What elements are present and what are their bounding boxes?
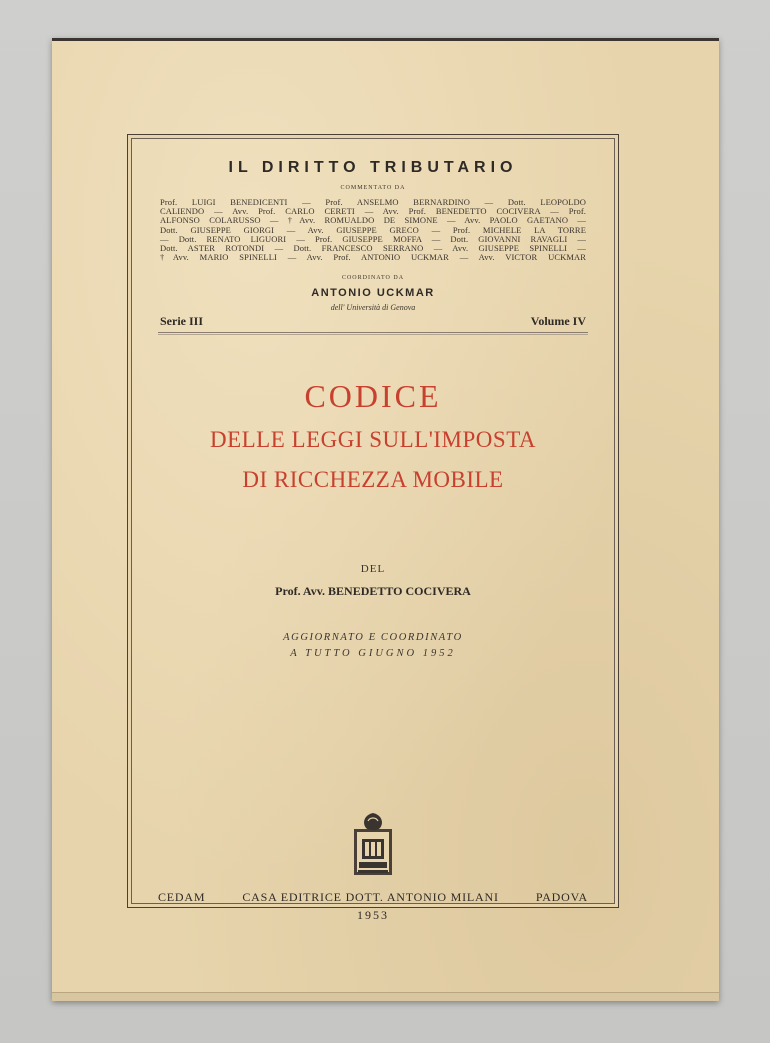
publisher-imprint: CEDAM	[158, 890, 206, 904]
contributors-line: CALIENDO — Avv. Prof. CARLO CERETI — Avv. Prof. BENEDETTO COCIVERA — Prof.	[160, 206, 586, 217]
publication-year: 1953	[357, 908, 389, 922]
author-name: Prof. Avv. BENEDETTO COCIVERA	[275, 584, 471, 598]
series-title: IL DIRITTO TRIBUTARIO	[228, 159, 518, 176]
cover-bottom-edge	[52, 992, 719, 1001]
contributors-line: †Avv. MARIO SPINELLI — Avv. Prof. ANTONIO UCKMAR — Avv. VICTOR UCKMAR	[160, 252, 586, 263]
publisher-city: PADOVA	[535, 890, 588, 904]
volume-label: Volume IV	[530, 314, 586, 328]
contributors-line: Prof. LUIGI BENEDICENTI — Prof. ANSELMO BERNARDINO — Dott. LEOPOLDO	[160, 197, 586, 207]
coordinator-name: ANTONIO UCKMAR	[311, 287, 435, 299]
commented-by-label: COMMENTATO DA	[340, 185, 406, 191]
serie-label: Serie III	[160, 314, 203, 328]
book-subtitle-line2: DI RICCHEZZA MOBILE	[242, 467, 504, 492]
contributors-line: ALFONSO COLARUSSO — †Avv. ROMUALDO DE SIMONE — Avv. PAOLO GAETANO —	[160, 215, 586, 226]
publisher-emblem-icon	[350, 809, 396, 879]
updated-note-line1: AGGIORNATO E COORDINATO	[283, 632, 463, 643]
book-subtitle-line1: DELLE LEGGI SULL'IMPOSTA	[209, 427, 537, 452]
contributors-line: Dott. ASTER ROTONDI — Dott. FRANCESCO SERRANO — Avv. GIUSEPPE SPINELLI —	[160, 243, 586, 254]
publisher-line	[158, 890, 588, 905]
contributors-line: Dott. GIUSEPPE GIORGI — Avv. GIUSEPPE GRECO — Prof. MICHELE LA TORRE	[160, 224, 586, 235]
contributors-line: — Dott. RENATO LIGUORI — Prof. GIUSEPPE MOFFA — Dott. GIOVANNI RAVAGLI —	[160, 233, 586, 244]
book-title: CODICE	[304, 378, 442, 414]
updated-note-line2: A TUTTO GIUGNO 1952	[290, 648, 456, 659]
by-label: DEL	[360, 563, 386, 575]
book-cover	[52, 38, 719, 1001]
coordinated-by-label: COORDINATO DA	[341, 275, 405, 281]
coordinator-affiliation: dell' Università di Genova	[330, 303, 416, 312]
cover-frame	[127, 134, 619, 922]
divider-rule	[158, 332, 588, 335]
publisher-house: CASA EDITRICE DOTT. ANTONIO MILANI	[242, 890, 499, 904]
contributors-list	[160, 198, 586, 262]
